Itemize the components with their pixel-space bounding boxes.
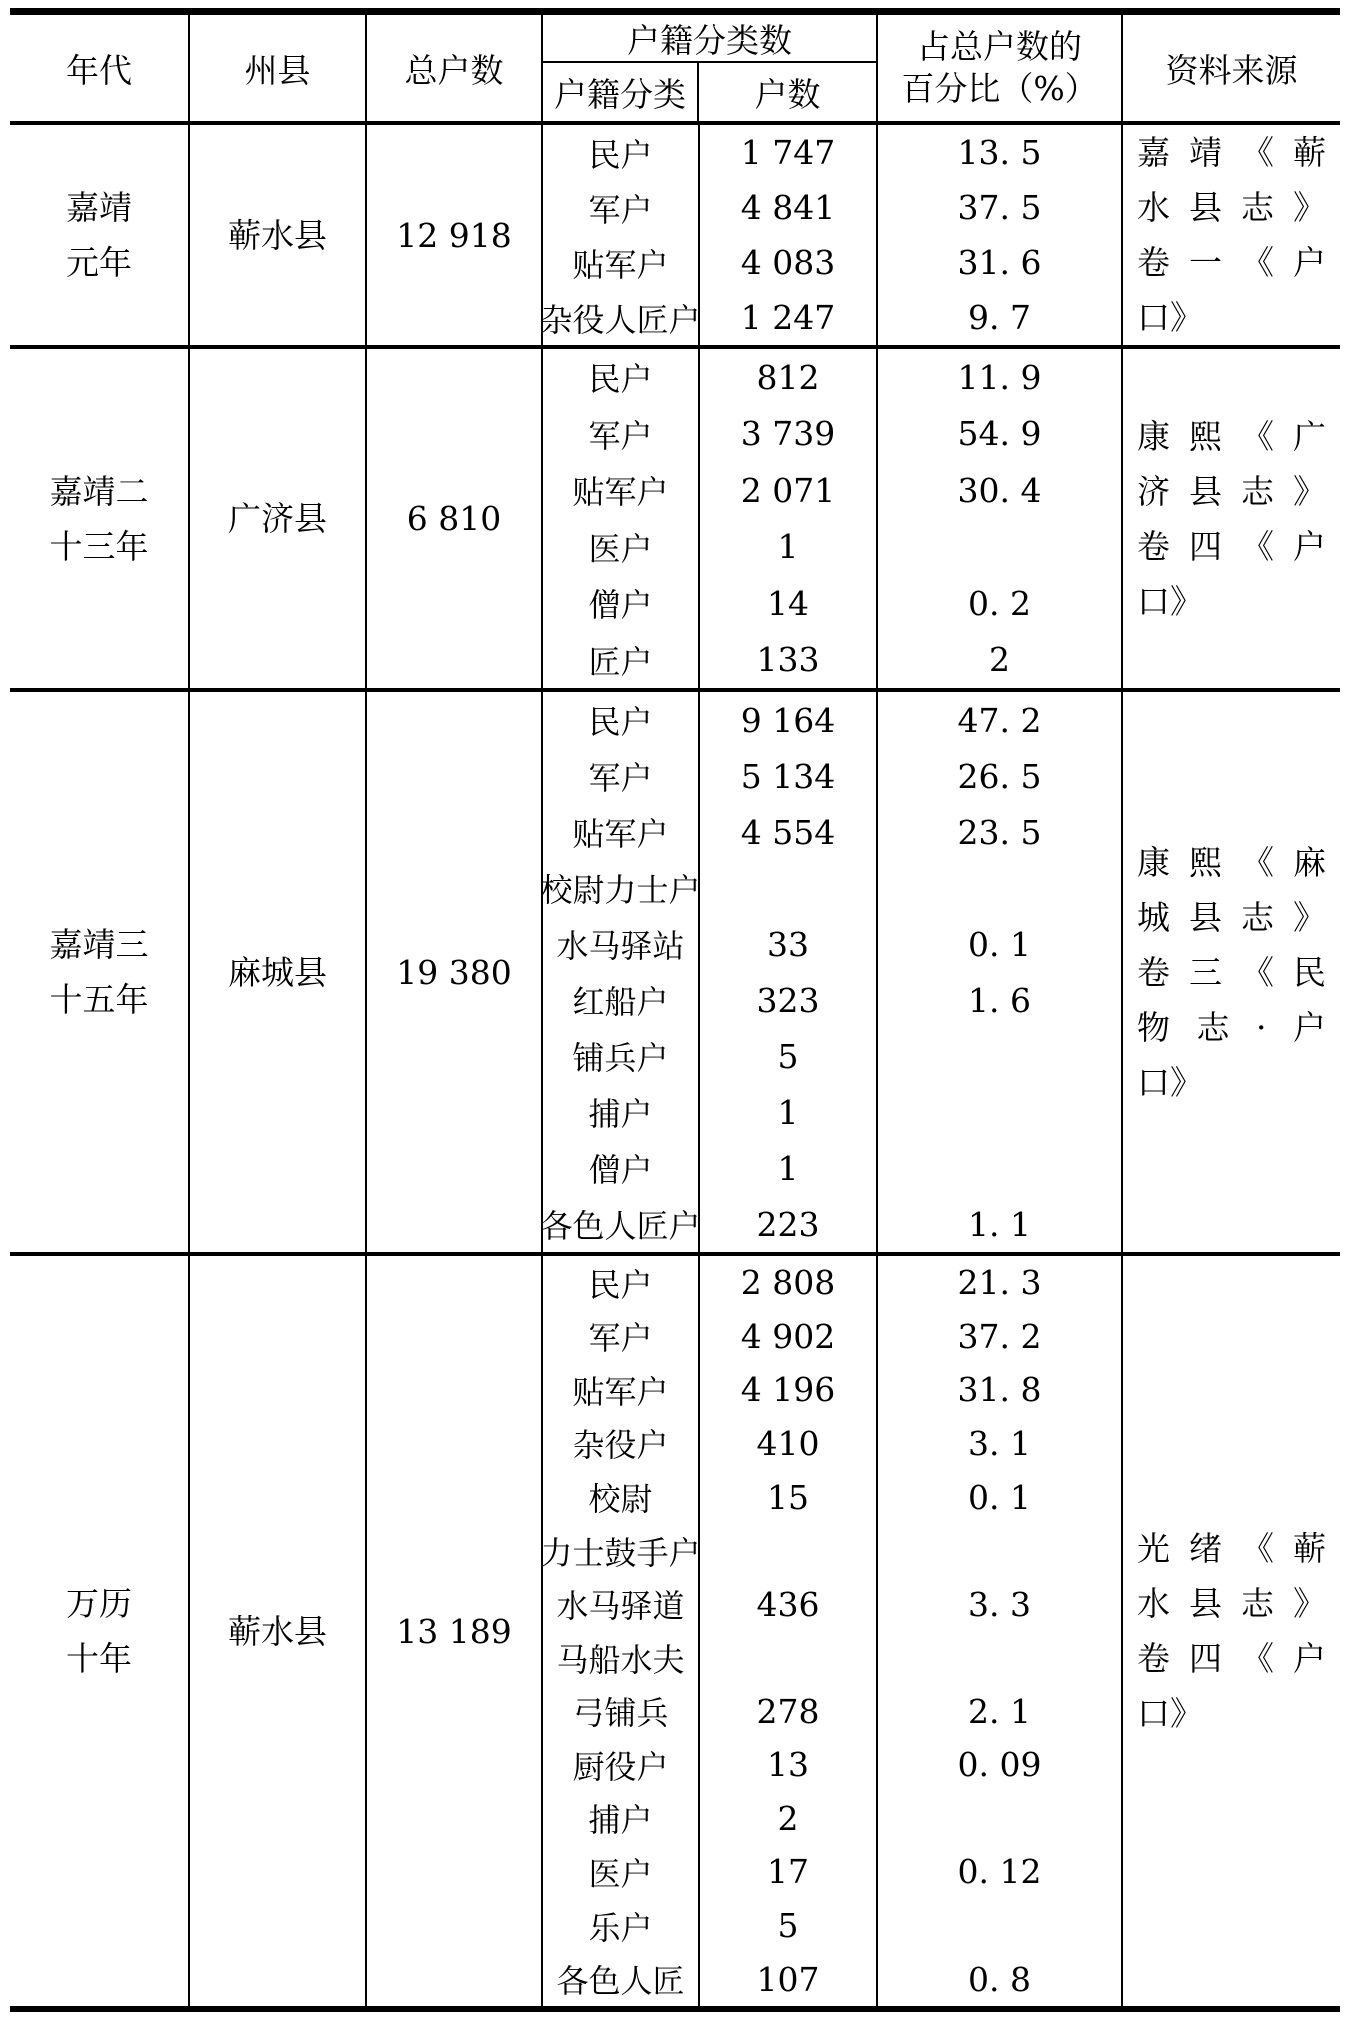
header-total: [367, 15, 543, 121]
percent-cell: 0. 12: [957, 1852, 1042, 1892]
count-cell: 4 841: [740, 188, 836, 227]
class-cell: 民户: [588, 360, 653, 399]
source-line: 口》: [1137, 581, 1203, 621]
era-column: [10, 125, 190, 345]
percent-cell: 0. 09: [957, 1745, 1042, 1785]
percent-column: [878, 349, 1123, 688]
count-column: [700, 692, 878, 1252]
percent-cell: 47. 2: [957, 700, 1042, 740]
count-cell: 1: [777, 527, 799, 567]
class-cell: 捕户: [588, 1801, 653, 1840]
percent-cell: 23. 5: [957, 812, 1042, 852]
percent-column: [878, 692, 1123, 1252]
count-cell: 812: [756, 357, 820, 397]
percent-cell: 0. 8: [968, 1959, 1031, 1999]
total-cell: 19 380: [396, 952, 512, 992]
percent-cell: 0. 2: [968, 583, 1031, 623]
class-cell: 贴军户: [572, 245, 669, 284]
count-cell: 33: [767, 924, 809, 964]
count-cell: 4 554: [740, 812, 836, 852]
count-cell: 5 134: [740, 756, 836, 796]
header-class-subrow: [543, 63, 876, 121]
count-cell: 278: [756, 1691, 820, 1731]
percent-cell: 26. 5: [957, 756, 1042, 796]
block-jiajing-23: [10, 345, 1340, 688]
class-cell: 民户: [588, 135, 653, 174]
source-line: 城县志》: [1137, 897, 1326, 937]
county-cell: 广济县: [228, 499, 327, 538]
era-cell: [10, 692, 188, 1252]
class-cell: 军户: [588, 1319, 653, 1358]
class-cell: 医户: [588, 529, 653, 568]
count-cell: 1: [777, 1148, 799, 1188]
source-line: 济县志》: [1137, 471, 1326, 511]
block-jiajing-35: [10, 688, 1340, 1252]
county-column: [190, 349, 367, 688]
header-county-label: 州县: [244, 50, 311, 90]
table-header: [10, 15, 1340, 121]
count-cell: 14: [767, 583, 809, 623]
count-cell: 133: [756, 640, 820, 680]
source-line: 物志·户: [1137, 1007, 1326, 1047]
source-line: 卷四《户: [1137, 526, 1326, 566]
percent-cell: [878, 1899, 1121, 1953]
total-column: [367, 692, 543, 1252]
source-line: 康熙《广: [1137, 416, 1326, 456]
class-column: [543, 349, 700, 688]
percent-cell: 1. 6: [968, 980, 1031, 1020]
count-cell: 436: [756, 1584, 820, 1624]
header-era-label: 年代: [66, 50, 132, 90]
total-cell: 12 918: [396, 215, 512, 255]
era-column: [10, 692, 190, 1252]
total-cell: 6 810: [406, 499, 502, 538]
class-cell: 匠户: [588, 642, 653, 681]
header-count: [699, 63, 876, 121]
count-cell: 9 164: [740, 700, 836, 740]
source-line: 水县志》: [1137, 188, 1326, 227]
class-cell: 军户: [588, 416, 653, 455]
percent-cell: 11. 9: [957, 357, 1042, 397]
percent-column: [878, 1256, 1123, 2006]
total-column: [367, 349, 543, 688]
county-column: [190, 1256, 367, 2006]
header-class-group: [543, 15, 878, 121]
header-class-group-title: [543, 15, 876, 63]
percent-cell: 9. 7: [968, 298, 1031, 337]
block-wanli-10: [10, 1252, 1340, 2006]
header-county: [190, 15, 367, 121]
count-cell: 410: [756, 1423, 820, 1463]
source-line: 康熙《麻: [1137, 842, 1326, 882]
percent-cell: 31. 6: [957, 243, 1042, 282]
household-registration-table: [10, 0, 1340, 2012]
percent-cell: [878, 860, 1121, 916]
source-column: [1123, 1256, 1340, 2006]
source-cell: [1123, 125, 1340, 345]
count-cell: 13: [767, 1745, 809, 1785]
percent-cell: [878, 1140, 1121, 1196]
era-line1: 嘉靖三: [49, 925, 149, 964]
percent-cell: 13. 5: [957, 133, 1042, 172]
header-percent: [878, 15, 1123, 121]
era-cell: [10, 125, 188, 345]
class-cell: 民户: [588, 703, 653, 741]
header-class-label: 户籍分类: [554, 74, 687, 114]
class-cell: 马船水夫: [556, 1640, 685, 1679]
class-cell: 校尉力士户: [540, 871, 701, 909]
count-cell: 4 083: [740, 243, 836, 282]
header-class-group-label: 户籍分类数: [627, 20, 792, 60]
source-column: [1123, 349, 1340, 688]
count-cell: 1 747: [740, 133, 836, 172]
count-cell: 223: [756, 1204, 820, 1244]
percent-cell: [878, 1792, 1121, 1846]
count-cell: 2 071: [740, 470, 836, 510]
percent-cell: 37. 5: [957, 188, 1042, 227]
percent-cell: 2: [989, 640, 1010, 680]
header-count-label: 户数: [754, 74, 821, 114]
era-cell: [10, 1256, 188, 2006]
era-column: [10, 1256, 190, 2006]
era-line2: 元年: [66, 243, 132, 282]
class-cell: 贴军户: [572, 815, 669, 853]
source-line: 嘉靖《蕲: [1137, 133, 1326, 172]
class-cell: 乐户: [588, 1908, 653, 1947]
source-line: 光绪《蕲: [1137, 1529, 1326, 1568]
header-class: [543, 63, 699, 121]
class-cell: 杂役人匠户: [540, 300, 701, 339]
era-cell: [10, 349, 188, 688]
header-source-label: 资料来源: [1165, 50, 1298, 90]
era-line1: 万历: [66, 1584, 132, 1623]
class-cell: 各色人匠户: [540, 1207, 701, 1245]
percent-cell: 3. 3: [968, 1584, 1031, 1624]
class-cell: 各色人匠: [556, 1962, 685, 2001]
class-cell: 杂役户: [572, 1426, 669, 1465]
percent-cell: 1. 1: [968, 1204, 1031, 1244]
percent-cell: 0. 1: [968, 1477, 1031, 1517]
class-column: [540, 1256, 701, 2006]
source-line: 卷一《户: [1137, 243, 1326, 282]
class-cell: 贴军户: [572, 1372, 669, 1411]
source-column: [1123, 692, 1340, 1252]
county-cell: 蕲水县: [228, 1611, 327, 1651]
count-cell: 323: [756, 980, 820, 1020]
class-cell: 民户: [588, 1265, 653, 1304]
source-line: 卷四《户: [1137, 1639, 1326, 1678]
percent-cell: [878, 1524, 1121, 1578]
source-column: [1123, 125, 1340, 345]
class-cell: 军户: [588, 759, 653, 797]
class-cell: 水马驿站: [556, 927, 685, 965]
class-cell: 厨役户: [572, 1747, 669, 1786]
source-line: 口》: [1137, 1062, 1203, 1102]
total-column: [367, 1256, 543, 2006]
count-column: [700, 1256, 878, 2006]
class-column: [540, 125, 701, 345]
count-cell: 1: [777, 1092, 799, 1132]
class-cell: 力士鼓手户: [540, 1533, 701, 1572]
count-cell: 2 808: [740, 1263, 836, 1303]
percent-cell: 30. 4: [957, 470, 1042, 510]
county-column: [190, 125, 367, 345]
percent-cell: [878, 1028, 1121, 1084]
era-line1: 嘉靖: [66, 188, 132, 227]
source-line: 口》: [1137, 1694, 1203, 1733]
percent-cell: [878, 519, 1121, 576]
source-cell: [1123, 1256, 1340, 2006]
source-line: 水县志》: [1137, 1584, 1326, 1623]
count-cell: 15: [767, 1477, 809, 1517]
class-cell: 水马驿道: [556, 1587, 685, 1626]
count-cell: 107: [756, 1959, 820, 1999]
class-cell: 医户: [588, 1854, 653, 1893]
header-percent-line1: 占总户数的: [917, 27, 1082, 66]
class-cell: 捕户: [588, 1095, 653, 1133]
source-cell: [1123, 349, 1340, 688]
count-cell: 1 247: [740, 298, 836, 337]
header-era: [10, 15, 190, 121]
county-cell: 麻城县: [228, 952, 327, 992]
class-column: [540, 692, 701, 1252]
source-cell: [1123, 692, 1340, 1252]
count-cell: 5: [777, 1036, 799, 1076]
count-cell: 4 902: [740, 1316, 836, 1356]
era-line2: 十五年: [49, 980, 149, 1019]
count-cell: 3 739: [740, 414, 836, 454]
class-cell: 铺兵户: [572, 1039, 669, 1077]
count-cell: [700, 1524, 876, 1578]
class-cell: 军户: [588, 190, 653, 229]
block-jiajing-1: [10, 121, 1340, 345]
count-cell: 5: [777, 1906, 799, 1946]
total-cell: 13 189: [396, 1611, 512, 1651]
count-cell: [700, 860, 876, 916]
percent-cell: 2. 1: [968, 1691, 1031, 1731]
count-column: [700, 125, 878, 345]
era-line2: 十三年: [49, 526, 149, 566]
header-percent-line2: 百分比（%）: [901, 69, 1098, 108]
era-line2: 十年: [66, 1639, 132, 1678]
count-cell: [700, 1631, 876, 1685]
class-cell: 校尉: [588, 1480, 653, 1519]
era-column: [10, 349, 190, 688]
class-cell: 僧户: [588, 586, 653, 625]
count-cell: 2: [777, 1798, 799, 1838]
total-column: [367, 125, 543, 345]
percent-cell: [878, 1631, 1121, 1685]
class-cell: 红船户: [572, 983, 669, 1021]
header-total-label: 总户数: [404, 50, 504, 90]
percent-cell: 21. 3: [957, 1263, 1042, 1303]
county-column: [190, 692, 367, 1252]
header-source: [1123, 15, 1340, 121]
class-cell: 僧户: [588, 1151, 653, 1189]
percent-cell: 54. 9: [957, 414, 1042, 454]
percent-column: [878, 125, 1123, 345]
era-line1: 嘉靖二: [49, 471, 149, 511]
percent-cell: [878, 1084, 1121, 1140]
table-bottom-border: [10, 2006, 1340, 2012]
percent-cell: 31. 8: [957, 1370, 1042, 1410]
count-column: [700, 349, 878, 688]
source-line: 口》: [1137, 298, 1203, 337]
count-cell: 17: [767, 1852, 809, 1892]
class-cell: 弓铺兵: [572, 1694, 669, 1733]
percent-cell: 37. 2: [957, 1316, 1042, 1356]
class-cell: 贴军户: [572, 473, 669, 512]
count-cell: 4 196: [740, 1370, 836, 1410]
percent-cell: 3. 1: [968, 1423, 1031, 1463]
source-line: 卷三《民: [1137, 952, 1326, 992]
county-cell: 蕲水县: [228, 215, 327, 255]
percent-cell: 0. 1: [968, 924, 1031, 964]
